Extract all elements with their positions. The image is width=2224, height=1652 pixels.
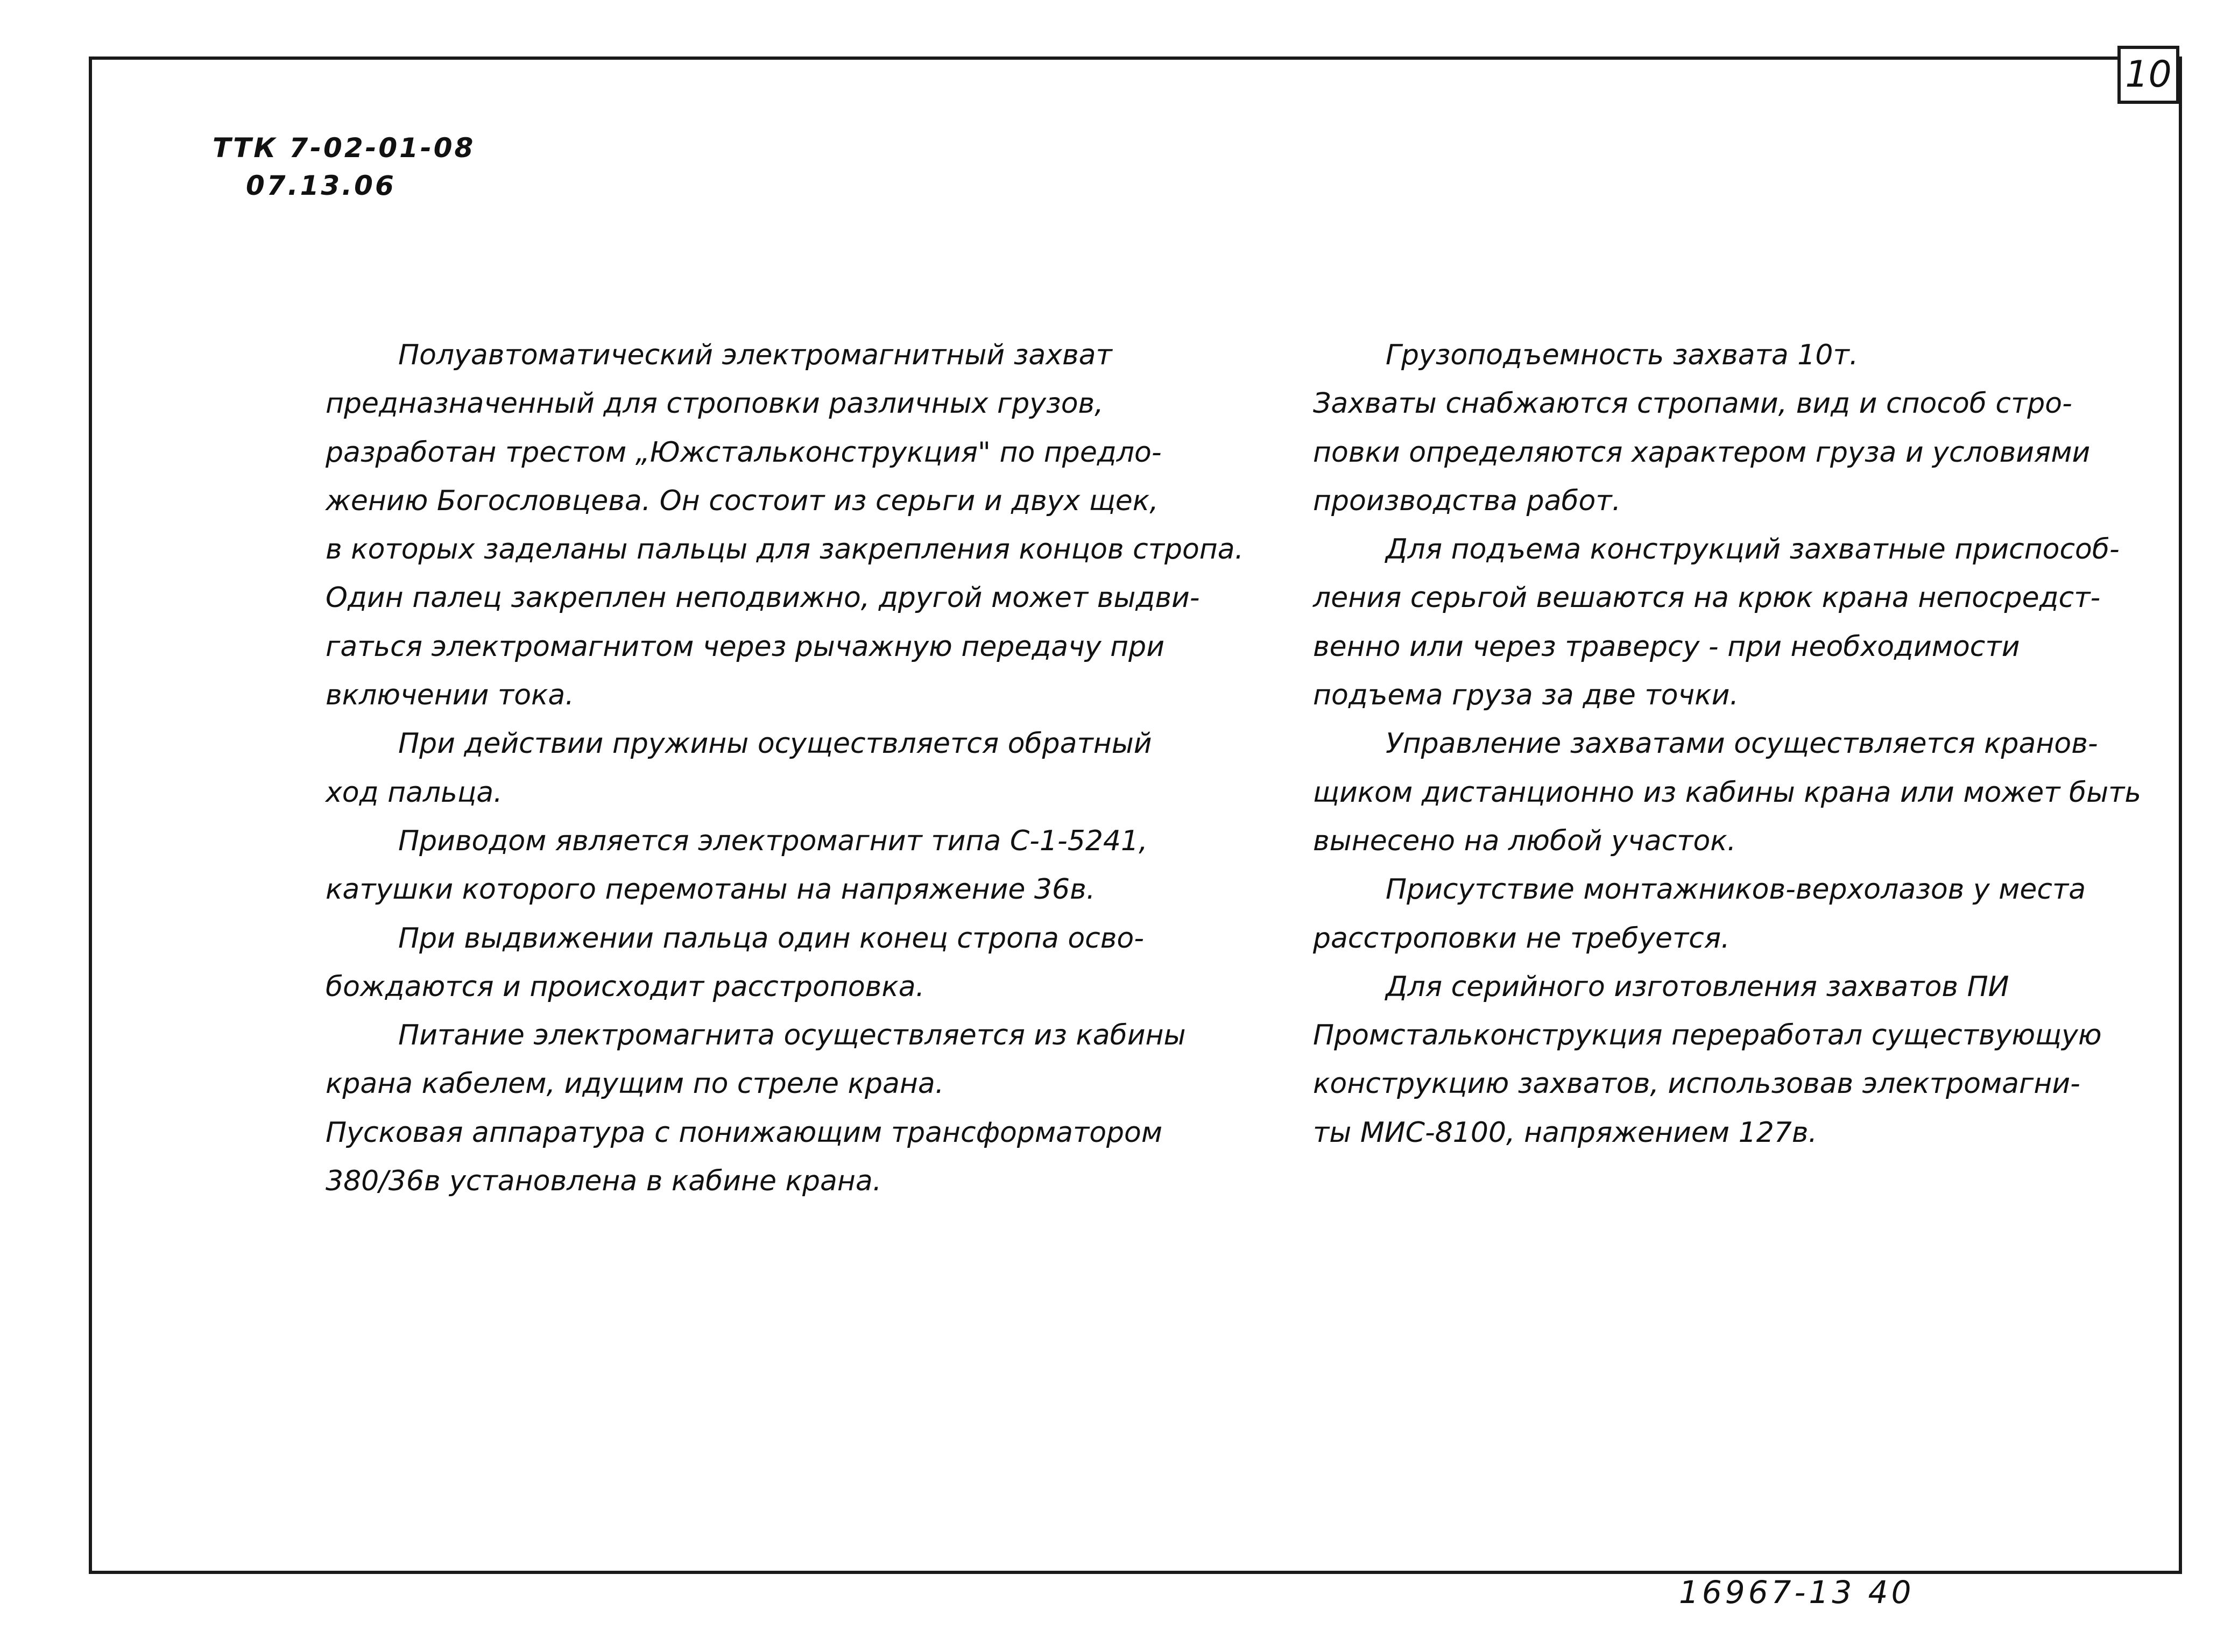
text-line: гаться электромагнитом через рычажную передачу при <box>326 630 1164 663</box>
text-line: разработан трестом „Южстальконструкция" по предло- <box>326 436 1162 469</box>
right-text-column <box>1313 331 2195 1157</box>
text-line: расстроповки не требуется. <box>1313 922 1730 955</box>
text-line: конструкцию захватов, использовав электромагни- <box>1313 1068 2080 1100</box>
text-line: крана кабелем, идущим по стреле крана. <box>326 1068 944 1100</box>
text-line: Приводом является электромагнит типа С-1-5241, <box>398 824 1148 857</box>
text-line: ход пальца. <box>326 776 503 809</box>
text-line: При действии пружины осуществляется обратный <box>398 728 1152 760</box>
text-line: Питание электромагнита осуществляется из кабины <box>398 1019 1186 1052</box>
document-code: ТТК 7-02-01-08 <box>213 132 476 164</box>
text-line: ления серьгой вешаются на крюк крана непосредст- <box>1313 582 2101 615</box>
text-line: подъема груза за две точки. <box>1313 679 1739 712</box>
text-line: Управление захватами осуществляется кранов- <box>1386 728 2098 760</box>
text-line: 380/36в установлена в кабине крана. <box>326 1165 882 1198</box>
text-line: повки определяются характером груза и условиями <box>1313 436 2091 469</box>
text-line: Для серийного изготовления захватов ПИ <box>1386 970 2009 1003</box>
text-line: в которых заделаны пальцы для закрепления концов стропа. <box>326 533 1244 566</box>
footer-code: 16967-13 40 <box>1679 1574 1915 1611</box>
text-line: предназначенный для строповки различных грузов, <box>326 387 1104 420</box>
text-line: включении тока. <box>326 679 574 712</box>
text-line: Для подъема конструкций захватные приспособ- <box>1386 533 2120 566</box>
text-line: Пусковая аппаратура с понижающим трансформатором <box>326 1116 1163 1149</box>
page-number: 10 <box>2125 53 2172 96</box>
text-line: Промстальконструкция переработал существующую <box>1313 1019 2102 1052</box>
text-line: При выдвижении пальца один конец стропа осво- <box>398 922 1144 955</box>
text-line: катушки которого перемотаны на напряжение 36в. <box>326 873 1096 906</box>
text-line: Присутствие монтажников-верхолазов у места <box>1386 873 2086 906</box>
text-line: Полуавтоматический электромагнитный захват <box>398 339 1112 371</box>
text-line: жению Богословцева. Он состоит из серьги и двух щек, <box>326 484 1159 517</box>
text-line: венно или через траверсу - при необходимости <box>1313 630 2020 663</box>
text-line: щиком дистанционно из кабины крана или может быть <box>1313 776 2142 809</box>
text-line: Грузоподъемность захвата 10т. <box>1386 339 1859 371</box>
left-text-column <box>326 331 1244 1205</box>
text-line: бождаются и происходит расстроповка. <box>326 970 925 1003</box>
text-line: Захваты снабжаются стропами, вид и способ стро- <box>1313 387 2072 420</box>
text-line: ты МИС-8100, напряжением 127в. <box>1313 1116 1818 1149</box>
text-line: производства работ. <box>1313 484 1621 517</box>
text-line: вынесено на любой участок. <box>1313 824 1736 857</box>
document-code-block <box>213 129 475 204</box>
document-subcode: 07.13.06 <box>246 170 396 201</box>
text-line: Один палец закреплен неподвижно, другой может выдви- <box>326 582 1200 615</box>
page-number-box <box>2117 46 2179 104</box>
